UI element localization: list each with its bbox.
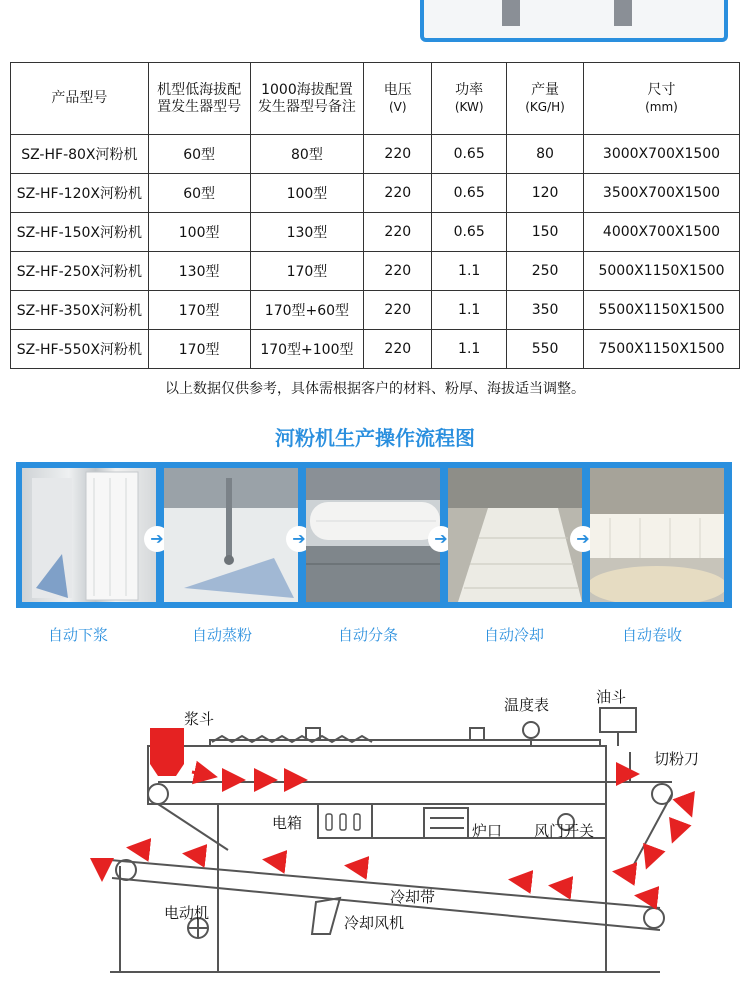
cell-1000-altitude: 100型	[250, 174, 364, 213]
table-row	[11, 174, 740, 213]
photo-auto-cut-art	[306, 468, 440, 602]
machine-leg	[614, 0, 632, 26]
label-cooling-fan: 冷却风机	[344, 914, 405, 932]
flow-title: 河粉机生产操作流程图	[275, 426, 475, 450]
cell-voltage: 220	[364, 252, 432, 291]
cell-voltage: 220	[364, 291, 432, 330]
table-row	[11, 135, 740, 174]
cell-size: 7500X1150X1500	[584, 330, 740, 369]
header-output: 产量 (KG/H)	[507, 63, 584, 135]
photo-auto-steam	[164, 468, 298, 602]
header-power: 功率 (KW)	[432, 63, 507, 135]
label-furnace: 炉口	[472, 822, 503, 840]
table-row	[11, 213, 740, 252]
cell-low-altitude: 100型	[148, 213, 250, 252]
photo-auto-steam-art	[164, 468, 298, 602]
cell-size: 4000X700X1500	[584, 213, 740, 252]
label-electric-box: 电箱	[272, 814, 303, 832]
process-photo-strip	[16, 462, 732, 608]
spec-table	[10, 62, 740, 369]
step-label: 自动蒸粉	[191, 626, 252, 644]
table-row	[11, 330, 740, 369]
cell-output: 550	[507, 330, 584, 369]
machine-diagram-drawing	[0, 672, 750, 991]
cell-model: SZ-HF-550X河粉机	[11, 330, 149, 369]
header-voltage: 电压 (V)	[364, 63, 432, 135]
cell-model: SZ-HF-120X河粉机	[11, 174, 149, 213]
cell-voltage: 220	[364, 135, 432, 174]
label-cooling-belt: 冷却带	[390, 888, 436, 906]
machine-photo-top	[420, 0, 728, 42]
flow-arrow-icon: ➔	[428, 526, 454, 552]
cell-low-altitude: 170型	[148, 330, 250, 369]
cell-1000-altitude: 80型	[250, 135, 364, 174]
cell-model: SZ-HF-350X河粉机	[11, 291, 149, 330]
label-slurry-hopper: 浆斗	[184, 710, 215, 728]
flow-arrow-icon: ➔	[144, 526, 170, 552]
cell-low-altitude: 60型	[148, 174, 250, 213]
cell-1000-altitude: 170型+60型	[250, 291, 364, 330]
cell-power: 0.65	[432, 135, 507, 174]
cell-1000-altitude: 170型	[250, 252, 364, 291]
label-oil-hopper: 油斗	[596, 688, 627, 706]
step-label: 自动下浆	[47, 626, 108, 644]
cell-model: SZ-HF-80X河粉机	[11, 135, 149, 174]
cell-size: 5500X1150X1500	[584, 291, 740, 330]
label-thermometer: 温度表	[504, 696, 550, 714]
label-motor: 电动机	[164, 904, 210, 922]
label-damper: 风门开关	[534, 822, 595, 840]
cell-power: 1.1	[432, 252, 507, 291]
cell-output: 250	[507, 252, 584, 291]
cell-low-altitude: 130型	[148, 252, 250, 291]
cell-low-altitude: 60型	[148, 135, 250, 174]
flow-arrow-icon: ➔	[570, 526, 596, 552]
cell-size: 3500X700X1500	[584, 174, 740, 213]
cell-1000-altitude: 170型+100型	[250, 330, 364, 369]
table-header-row	[11, 63, 740, 135]
flow-arrow-icon: ➔	[286, 526, 312, 552]
label-cutter: 切粉刀	[654, 750, 700, 768]
cell-voltage: 220	[364, 213, 432, 252]
header-size: 尺寸 (mm)	[584, 63, 740, 135]
cell-voltage: 220	[364, 330, 432, 369]
cell-output: 350	[507, 291, 584, 330]
table-row	[11, 252, 740, 291]
machine-diagram	[0, 672, 750, 995]
cell-low-altitude: 170型	[148, 291, 250, 330]
photo-auto-slurry	[22, 468, 156, 602]
header-1000-altitude: 1000海拔配置 发生器型号备注	[250, 63, 364, 135]
cell-voltage: 220	[364, 174, 432, 213]
cell-output: 150	[507, 213, 584, 252]
cell-power: 0.65	[432, 213, 507, 252]
cell-power: 1.1	[432, 330, 507, 369]
cell-power: 1.1	[432, 291, 507, 330]
photo-auto-slurry-art	[22, 468, 156, 602]
photo-auto-roll	[590, 468, 724, 602]
cell-output: 80	[507, 135, 584, 174]
photo-auto-cut	[306, 468, 440, 602]
header-model: 产品型号	[11, 63, 149, 135]
table-row	[11, 291, 740, 330]
machine-leg	[502, 0, 520, 26]
step-label: 自动卷收	[621, 626, 682, 644]
cell-1000-altitude: 130型	[250, 213, 364, 252]
photo-auto-cool-art	[448, 468, 582, 602]
step-label: 自动分条	[337, 626, 398, 644]
cell-output: 120	[507, 174, 584, 213]
step-label: 自动冷却	[483, 626, 544, 644]
cell-model: SZ-HF-150X河粉机	[11, 213, 149, 252]
photo-auto-roll-art	[590, 468, 724, 602]
cell-size: 3000X700X1500	[584, 135, 740, 174]
cell-model: SZ-HF-250X河粉机	[11, 252, 149, 291]
cell-size: 5000X1150X1500	[584, 252, 740, 291]
spec-note: 以上数据仅供参考，具体需根据客户的材料、粉厚、海拔适当调整。	[165, 381, 585, 397]
cell-power: 0.65	[432, 174, 507, 213]
photo-auto-cool	[448, 468, 582, 602]
header-low-altitude: 机型低海拔配 置发生器型号	[148, 63, 250, 135]
